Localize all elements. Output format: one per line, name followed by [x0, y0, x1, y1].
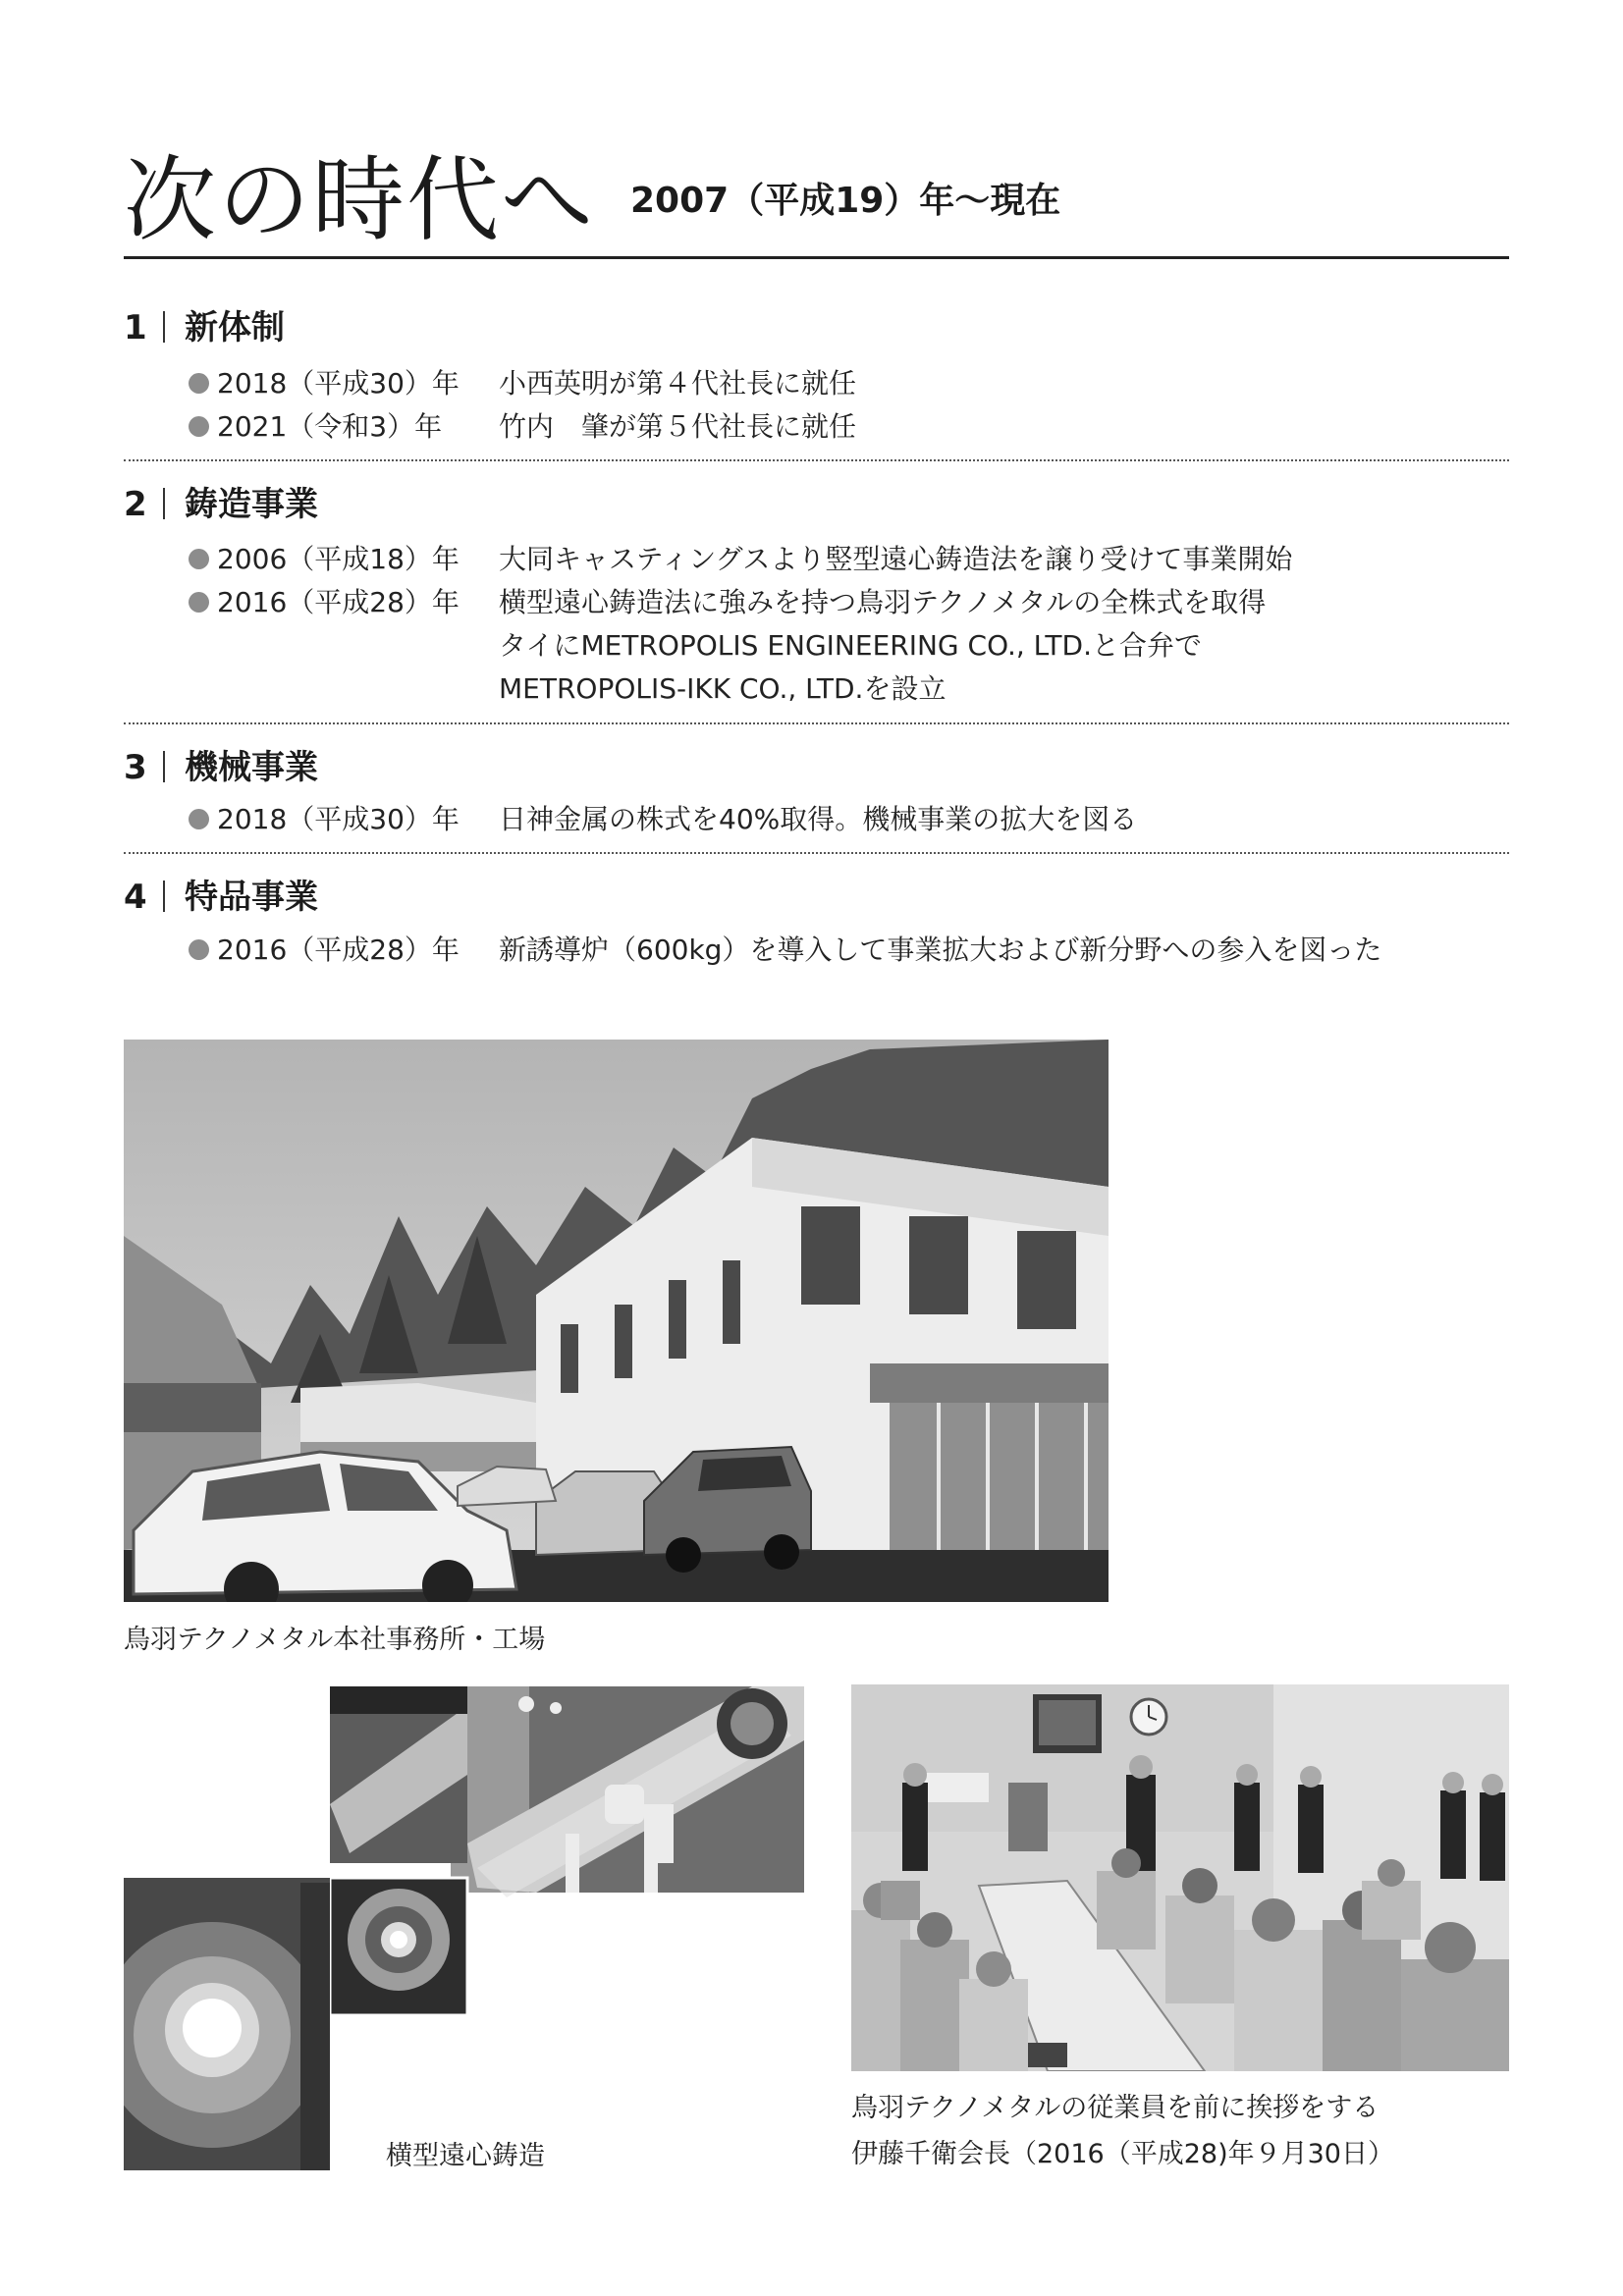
- bullet-icon: [189, 549, 209, 569]
- timeline-entry: [189, 798, 1138, 841]
- section-number: 1: [124, 308, 147, 347]
- factory-photo: [124, 1040, 1109, 1602]
- entry-text: 小西英明が第４代社長に就任: [499, 367, 857, 400]
- bullet-icon: [189, 939, 209, 960]
- heading-bar: [163, 488, 165, 519]
- bullet-icon: [189, 373, 209, 394]
- bullet-icon: [189, 809, 209, 829]
- section-divider: [124, 852, 1509, 854]
- section-title: 機械事業: [185, 748, 318, 787]
- entry-text: 竹内 肇が第５代社長に就任: [499, 410, 857, 443]
- timeline-entry: [189, 362, 857, 405]
- meeting-caption-line2: 伊藤千衛会長（2016（平成28)年９月30日）: [851, 2139, 1394, 2169]
- entry-year: 2006（平成18）年: [217, 543, 460, 575]
- casting-caption: 横型遠心鋳造: [386, 2141, 545, 2171]
- bullet-icon: [189, 416, 209, 437]
- meeting-photo: [851, 1684, 1509, 2071]
- meeting-caption-line1: 鳥羽テクノメタルの従業員を前に挨拶をする: [851, 2093, 1380, 2123]
- section-title: 鋳造事業: [185, 485, 318, 524]
- section-heading-4: [124, 876, 318, 919]
- section-title: 特品事業: [185, 878, 318, 917]
- entry-text: 日神金属の株式を40%取得。機械事業の拡大を図る: [499, 803, 1138, 835]
- section-heading-2: [124, 483, 318, 526]
- heading-bar: [163, 881, 165, 912]
- section-heading-3: [124, 746, 318, 789]
- section-number: 2: [124, 485, 147, 524]
- period-subtitle: 2007（平成19）年〜現在: [630, 181, 1061, 221]
- timeline-entry: [189, 538, 1293, 581]
- timeline-entry: [189, 405, 857, 449]
- bullet-icon: [189, 592, 209, 613]
- entry-continuation: タイにMETROPOLIS ENGINEERING CO., LTD.と合弁で: [499, 629, 1202, 662]
- title-divider: [124, 256, 1509, 259]
- entry-year: 2016（平成28）年: [217, 586, 460, 618]
- entry-year: 2016（平成28）年: [217, 934, 460, 966]
- page-title: 次の時代へ: [124, 147, 596, 254]
- section-number: 4: [124, 878, 147, 917]
- casting-collage: [124, 1686, 804, 2170]
- entry-year: 2021（令和3）年: [217, 410, 443, 443]
- entry-year: 2018（平成30）年: [217, 367, 460, 400]
- entry-year: 2018（平成30）年: [217, 803, 460, 835]
- entry-text: 横型遠心鋳造法に強みを持つ鳥羽テクノメタルの全株式を取得: [499, 586, 1267, 618]
- timeline-entry: [189, 929, 1382, 972]
- timeline-entry: [189, 581, 1267, 624]
- section-divider: [124, 722, 1509, 724]
- heading-bar: [163, 311, 165, 343]
- heading-bar: [163, 751, 165, 782]
- section-heading-1: [124, 306, 285, 349]
- section-number: 3: [124, 748, 147, 787]
- factory-caption: 鳥羽テクノメタル本社事務所・工場: [124, 1625, 546, 1655]
- entry-text: 新誘導炉（600kg）を導入して事業拡大および新分野への参入を図った: [499, 934, 1382, 966]
- entry-continuation: METROPOLIS-IKK CO., LTD.を設立: [499, 672, 947, 705]
- section-divider: [124, 459, 1509, 461]
- entry-text: 大同キャスティングスより竪型遠心鋳造法を譲り受けて事業開始: [499, 543, 1293, 575]
- section-title: 新体制: [185, 308, 285, 347]
